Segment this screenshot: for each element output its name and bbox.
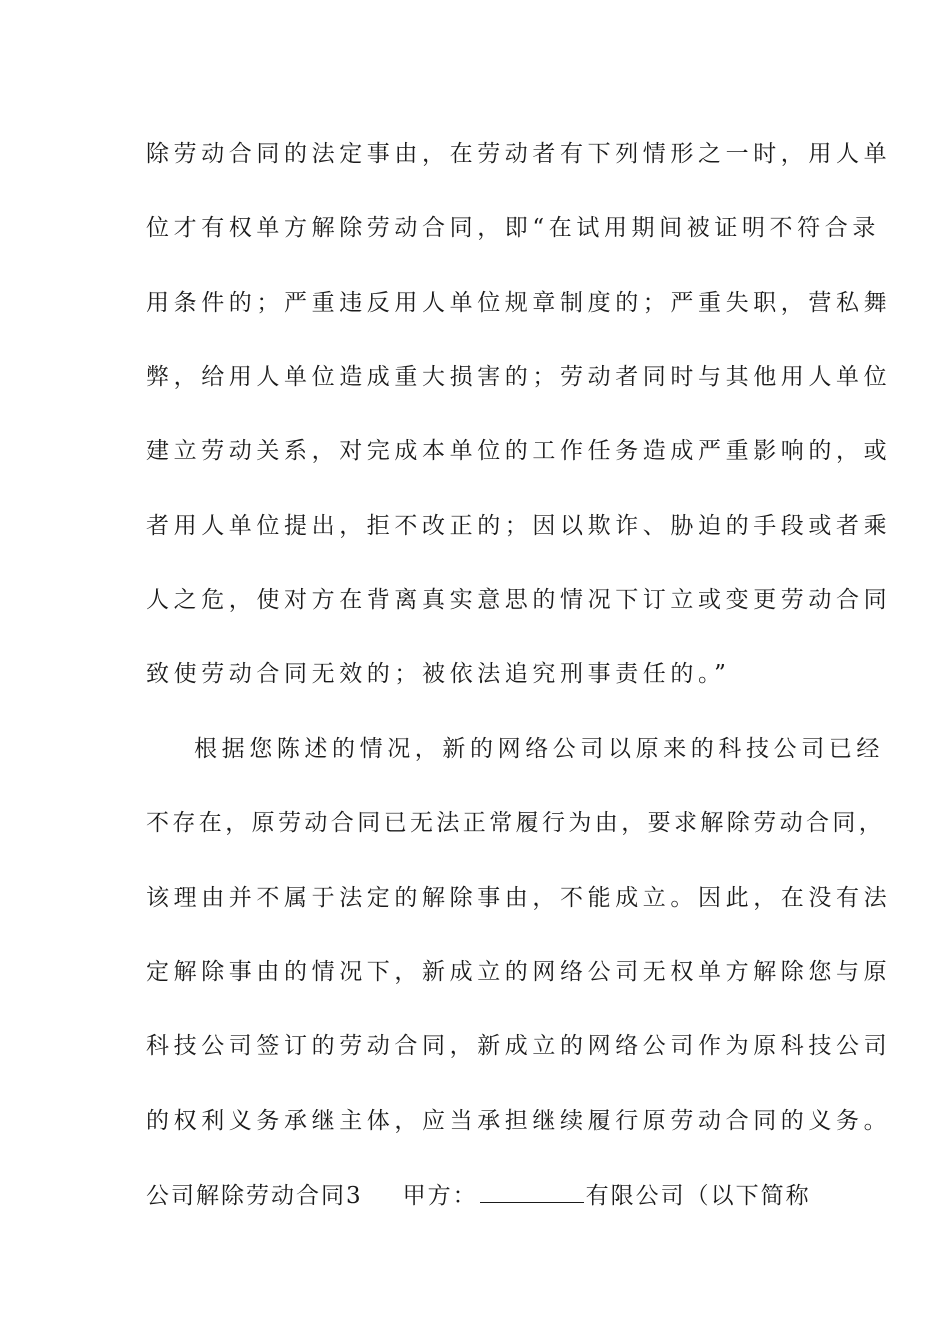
paragraph-line: 用条件的；严重违反用人单位规章制度的；严重失职，营私舞 [146,290,892,316]
paragraph-line: 除劳动合同的法定事由，在劳动者有下列情形之一时，用人单 [146,141,892,167]
paragraph-line: 弊，给用人单位造成重大损害的；劳动者同时与其他用人单位 [146,364,892,390]
party-a-label: 甲方： [402,1183,478,1209]
paragraph-line: 科技公司签订的劳动合同，新成立的网络公司作为原科技公司 [146,1033,892,1059]
paragraph-line: 定解除事由的情况下，新成立的网络公司无权单方解除您与原 [146,959,892,985]
party-a-suffix: 有限公司（以下简称 [585,1183,811,1209]
paragraph-line: 该理由并不属于法定的解除事由，不能成立。因此，在没有法 [146,885,892,911]
paragraph-line: 人之危，使对方在背离真实意思的情况下订立或变更劳动合同 [146,587,892,613]
contract-title: 公司解除劳动合同3 [146,1183,363,1209]
paragraph-line: 根据您陈述的情况，新的网络公司以原来的科技公司已经 [194,736,884,762]
paragraph-line: 的权利义务承继主体，应当承担继续履行原劳动合同的义务。 [146,1108,892,1134]
party-a-blank[interactable] [480,1182,584,1203]
contract-heading-line [146,1182,826,1210]
paragraph-line: 位才有权单方解除劳动合同，即“在试用期间被证明不符合录 [146,215,880,241]
paragraph-line: 致使劳动合同无效的；被依法追究刑事责任的。” [146,661,731,687]
paragraph-line: 者用人单位提出，拒不改正的；因以欺诈、胁迫的手段或者乘 [146,513,892,539]
paragraph-line: 建立劳动关系，对完成本单位的工作任务造成严重影响的，或 [146,438,892,464]
paragraph-line: 不存在，原劳动合同已无法正常履行为由，要求解除劳动合同， [146,810,886,836]
